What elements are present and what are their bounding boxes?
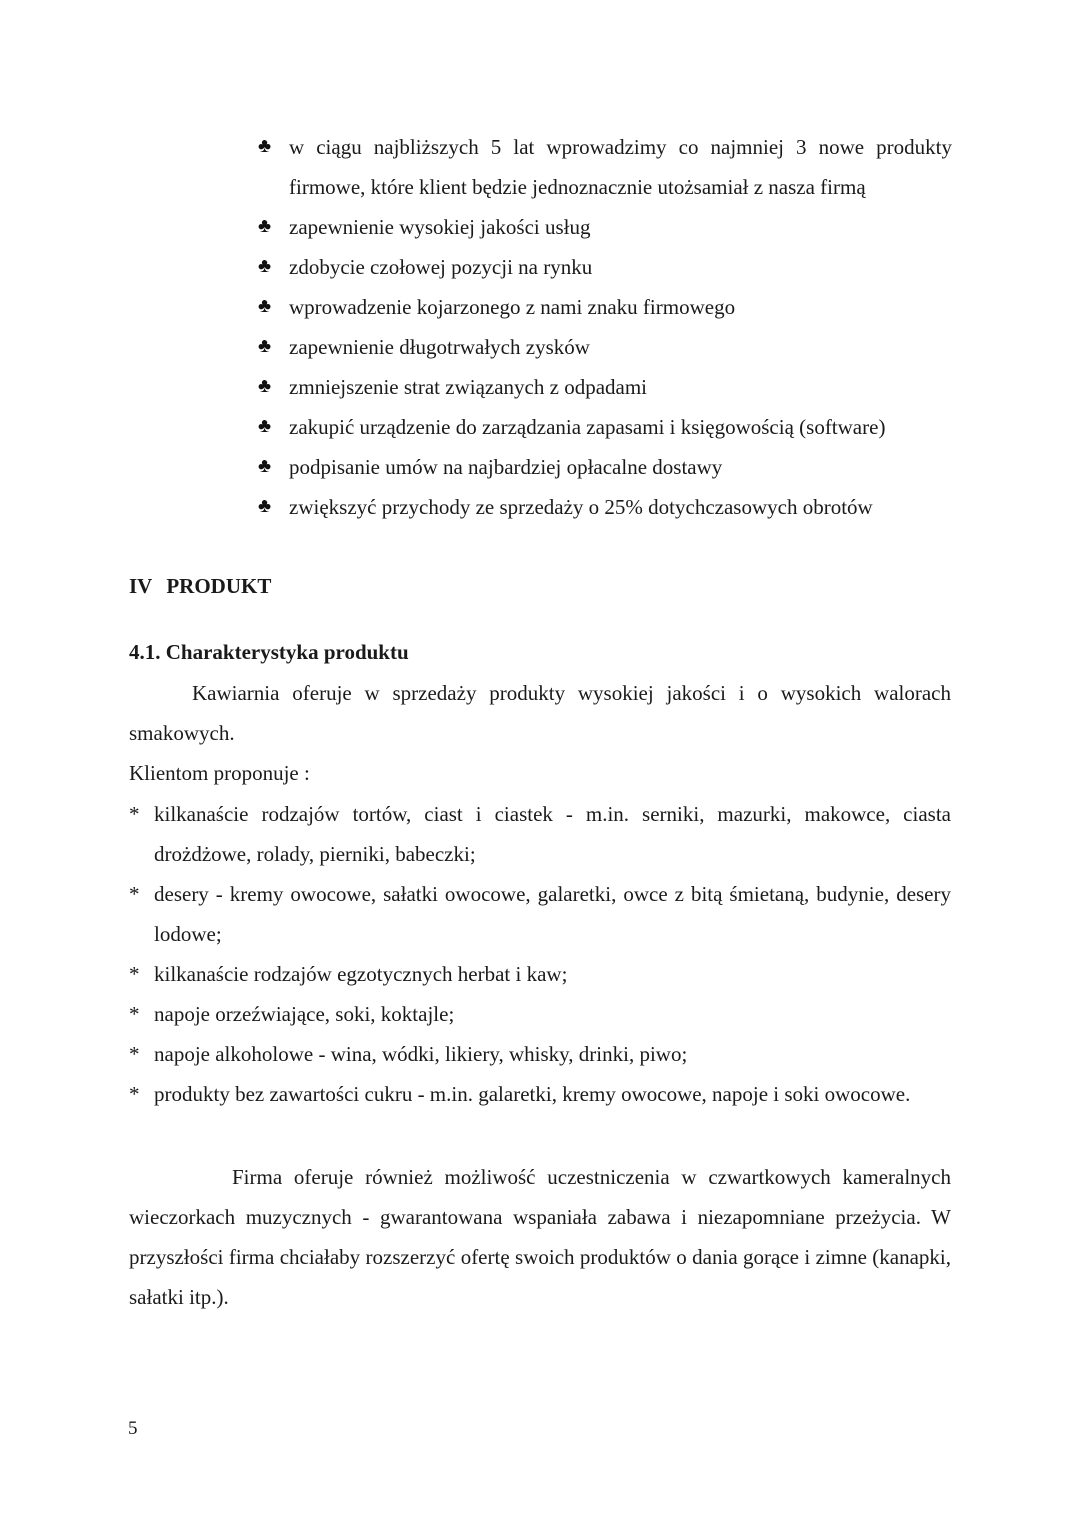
offer-text: napoje alkoholowe - wina, wódki, likiery, whisky, drinki, piwo;	[154, 1042, 688, 1066]
goal-text: podpisanie umów na najbardziej opłacalne dostawy	[289, 455, 723, 479]
list-item	[258, 367, 952, 407]
list-item	[258, 407, 952, 447]
club-icon: ♣	[258, 135, 272, 157]
club-icon: ♣	[258, 415, 272, 437]
section-title	[129, 568, 271, 604]
goal-text: zwiększyć przychody ze sprzedaży o 25% dotychczasowych obrotów	[289, 495, 873, 519]
list-item	[129, 874, 951, 954]
goals-list	[258, 127, 952, 527]
list-item	[129, 1074, 951, 1114]
list-item	[258, 327, 952, 367]
list-item	[258, 287, 952, 327]
goal-text: zapewnienie wysokiej jakości usług	[289, 215, 591, 239]
goal-text: zmniejszenie strat związanych z odpadami	[289, 375, 648, 399]
asterisk-bullet: *	[129, 1042, 140, 1066]
goal-text: zapewnienie długotrwałych zysków	[289, 335, 590, 359]
page-number: 5	[128, 1418, 138, 1439]
list-item	[129, 794, 951, 874]
club-icon: ♣	[258, 215, 272, 237]
subsection-title: 4.1. Charakterystyka produktu	[129, 640, 409, 664]
offer-text: napoje orzeźwiające, soki, koktajle;	[154, 1002, 455, 1026]
offer-text: kilkanaście rodzajów egzotycznych herbat i kaw;	[154, 962, 568, 986]
club-icon: ♣	[258, 455, 272, 477]
goal-text: zdobycie czołowej pozycji na rynku	[289, 255, 593, 279]
asterisk-bullet: *	[129, 1002, 140, 1026]
goal-text: zakupić urządzenie do zarządzania zapasami i księgowością (software)	[289, 415, 886, 439]
club-icon: ♣	[258, 375, 272, 397]
list-item	[129, 1034, 951, 1074]
asterisk-bullet: *	[129, 962, 140, 986]
list-item	[258, 127, 952, 207]
offer-text: desery - kremy owocowe, sałatki owocowe, galaretki, owce z bitą śmietaną, budynie, desery lodowe;	[154, 882, 951, 946]
goal-text: wprowadzenie kojarzonego z nami znaku firmowego	[289, 295, 736, 319]
lead-line: Klientom proponuje :	[129, 761, 310, 785]
club-icon: ♣	[258, 495, 272, 517]
list-item	[129, 994, 951, 1034]
asterisk-bullet: *	[129, 882, 140, 906]
asterisk-bullet: *	[129, 802, 140, 826]
offer-text: kilkanaście rodzajów tortów, ciast i ciastek - m.in. serniki, mazurki, makowce, ciasta drożdżowe, rolady, pierniki, babeczki;	[154, 802, 951, 866]
section-name: PRODUKT	[166, 574, 272, 598]
intro-paragraph: Kawiarnia oferuje w sprzedaży produkty wysokiej jakości i o wysokich walorach smakowych.	[129, 681, 951, 745]
asterisk-bullet: *	[129, 1082, 140, 1106]
goal-text: w ciągu najbliższych 5 lat wprowadzimy co najmniej 3 nowe produkty firmowe, które klient będzie jednoznacznie utożsamiał z nasza firmą	[289, 135, 952, 199]
club-icon: ♣	[258, 255, 272, 277]
list-item	[258, 487, 952, 527]
club-icon: ♣	[258, 335, 272, 357]
list-item	[258, 207, 952, 247]
offer-text: produkty bez zawartości cukru - m.in. galaretki, kremy owocowe, napoje i soki owocowe.	[154, 1082, 911, 1106]
club-icon: ♣	[258, 295, 272, 317]
closing-paragraph: Firma oferuje również możliwość uczestniczenia w czwartkowych kameralnych wieczorkach muzycznych - gwarantowana wspaniała zabawa i niezapomniane przeżycia. W przyszłości firma chciałaby rozszerzyć ofertę swoich produktów o dania gorące i zimne (kanapki, sałatki itp.).	[129, 1165, 951, 1309]
list-item	[258, 447, 952, 487]
offer-list	[129, 794, 951, 1114]
section-number: IV	[129, 574, 153, 598]
list-item	[129, 954, 951, 994]
list-item	[258, 247, 952, 287]
